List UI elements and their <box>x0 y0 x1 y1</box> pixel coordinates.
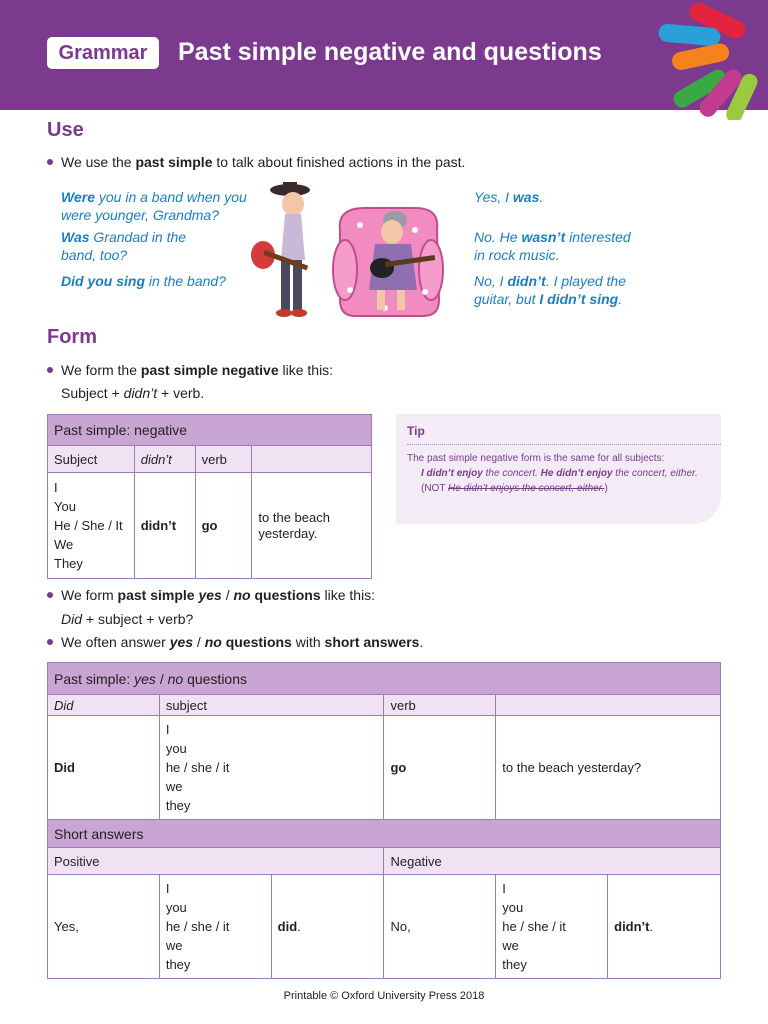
aux-cell: didn’t <box>134 473 195 579</box>
questions-table <box>47 662 721 979</box>
form-bullet-questions: We form past simple yes / no questions like this: <box>47 587 375 603</box>
col-did: Did <box>48 695 160 716</box>
q-rest-cell: to the beach yesterday? <box>496 716 721 820</box>
negative-table-title: Past simple: negative <box>48 415 372 446</box>
no-cell: No, <box>384 875 496 979</box>
didnt-neg-cell: didn’t. <box>608 875 721 979</box>
example-answer-3: No, I didn’t. I played the guitar, but I didn’t sing. <box>474 273 626 307</box>
tip-box <box>396 414 721 524</box>
neg-subjects-cell: I you he / she / it we they <box>496 875 608 979</box>
questions-table-title: Past simple: yes / no questions <box>48 663 721 695</box>
question-formula: Did + subject + verb? <box>61 611 194 627</box>
bullet-dot-icon <box>47 367 53 373</box>
header-bar <box>0 0 768 110</box>
tip-text: The past simple negative form is the same for all subjects: I didn’t enjoy the concert. He didn’t enjoy the concert, either. (NOT He didn’t enjoys the concert, either.) <box>407 453 698 494</box>
example-question-3: Did you sing in the band? <box>61 273 226 289</box>
bullet-dot-icon <box>47 639 53 645</box>
grandma-guitar-illustration-icon <box>245 180 445 322</box>
page-title: Past simple negative and questions <box>178 38 602 66</box>
example-answer-2: No. He wasn’t interested in rock music. <box>474 229 631 263</box>
form-bullet-negative: We form the past simple negative like this: <box>47 362 333 378</box>
pos-subjects-cell: I you he / she / it we they <box>159 875 271 979</box>
bullet-dot-icon <box>47 592 53 598</box>
footer-copyright: Printable © Oxford University Press 2018 <box>283 990 485 1002</box>
use-heading: Use <box>47 119 84 141</box>
tip-divider <box>407 444 721 445</box>
q-verb-cell: go <box>384 716 496 820</box>
did-pos-cell: did. <box>271 875 384 979</box>
col-verb: verb <box>195 446 252 473</box>
colorful-pens-logo-icon <box>650 0 768 120</box>
example-question-1: Were you in a band when you were younger, Grandma? <box>61 189 247 223</box>
grammar-badge: Grammar <box>47 37 159 69</box>
negative-table <box>47 414 372 579</box>
bullet-dot-icon <box>47 159 53 165</box>
positive-header: Positive <box>48 848 384 875</box>
col-subject: Subject <box>48 446 135 473</box>
form-heading: Form <box>47 326 97 348</box>
form-bullet-short-answers: We often answer yes / no questions with short answers. <box>47 634 423 650</box>
verb-cell: go <box>195 473 252 579</box>
negative-header: Negative <box>384 848 721 875</box>
tip-title: Tip <box>407 424 425 438</box>
example-question-2: Was Grandad in the band, too? <box>61 229 187 263</box>
negative-formula: Subject + didn’t + verb. <box>61 385 205 401</box>
did-cell: Did <box>48 716 160 820</box>
col-didnt: didn’t <box>134 446 195 473</box>
col-subject-q: subject <box>159 695 384 716</box>
q-subjects-cell: I you he / she / it we they <box>159 716 384 820</box>
col-verb-q: verb <box>384 695 496 716</box>
col-empty <box>252 446 372 473</box>
example-answer-1: Yes, I was. <box>474 189 544 205</box>
rest-cell: to the beach yesterday. <box>252 473 372 579</box>
yes-cell: Yes, <box>48 875 160 979</box>
use-bullet: We use the past simple to talk about finished actions in the past. <box>47 154 465 170</box>
col-empty-q <box>496 695 721 716</box>
short-answers-title: Short answers <box>48 820 721 848</box>
subjects-cell: I You He / She / It We They <box>48 473 135 579</box>
